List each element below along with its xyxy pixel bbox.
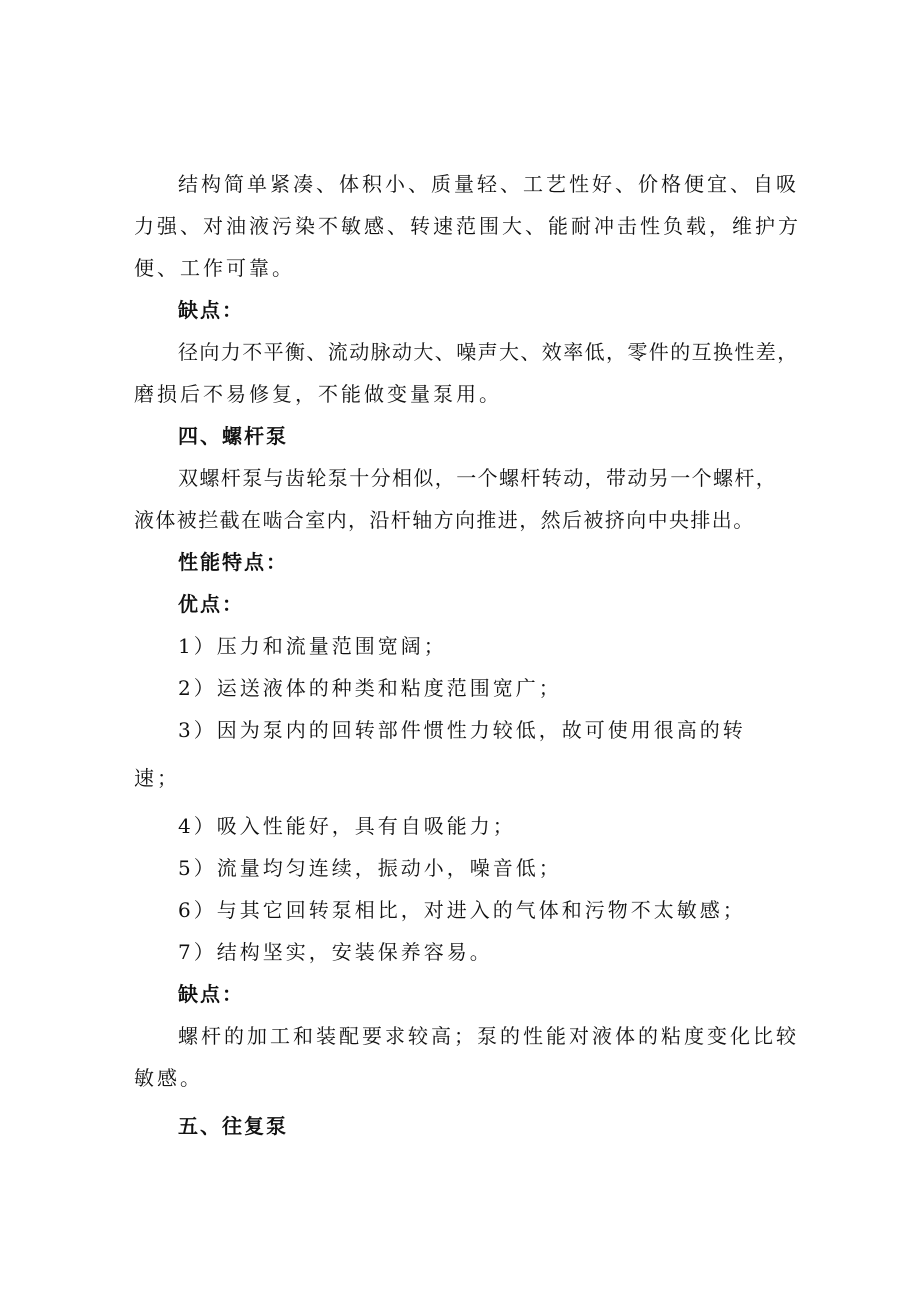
list-item: 5）流量均匀连续，振动小，噪音低； — [178, 856, 562, 880]
paragraph-line: 结构简单紧凑、体积小、质量轻、工艺性好、价格便宜、自吸 — [178, 172, 799, 196]
paragraph-line: 螺杆的加工和装配要求较高；泵的性能对液体的粘度变化比较 — [178, 1024, 799, 1048]
list-item: 6）与其它回转泵相比，对进入的气体和污物不太敏感； — [178, 898, 746, 922]
list-item-continuation: 速； — [134, 766, 180, 790]
paragraph-line: 敏感。 — [134, 1066, 203, 1090]
paragraph-line: 磨损后不易修复，不能做变量泵用。 — [134, 382, 502, 406]
paragraph-line: 液体被拦截在啮合室内，沿杆轴方向推进，然后被挤向中央排出。 — [134, 508, 755, 532]
paragraph-line: 便、工作可靠。 — [134, 256, 295, 280]
section-heading-screw-pump: 四、螺杆泵 — [178, 424, 288, 448]
paragraph-line: 力强、对油液污染不敏感、转速范围大、能耐冲击性负载，维护方 — [134, 214, 801, 238]
section-heading-disadvantages-2: 缺点： — [178, 982, 244, 1006]
paragraph-line: 径向力不平衡、流动脉动大、噪声大、效率低，零件的互换性差， — [178, 340, 799, 364]
list-item: 1）压力和流量范围宽阔； — [178, 634, 447, 658]
list-item: 7）结构坚实，安装保养容易。 — [178, 940, 493, 964]
section-heading-advantages: 优点： — [178, 592, 244, 616]
list-item: 2）运送液体的种类和粘度范围宽广； — [178, 676, 562, 700]
section-heading-reciprocating-pump: 五、往复泵 — [178, 1114, 288, 1138]
section-heading-performance: 性能特点： — [178, 550, 288, 574]
paragraph-line: 双螺杆泵与齿轮泵十分相似，一个螺杆转动，带动另一个螺杆， — [178, 466, 778, 490]
list-item: 3）因为泵内的回转部件惯性力较低，故可使用很高的转 — [178, 718, 746, 742]
section-heading-disadvantages: 缺点： — [178, 298, 244, 322]
list-item: 4）吸入性能好，具有自吸能力； — [178, 814, 516, 838]
